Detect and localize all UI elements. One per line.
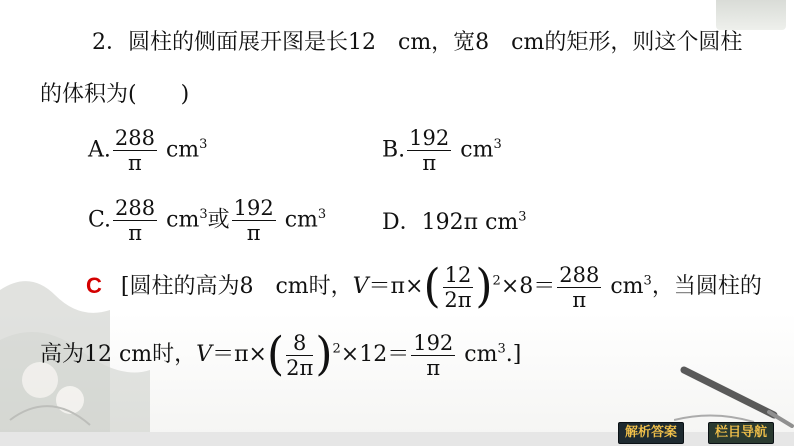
answer-p1-volume-symbol: V bbox=[352, 274, 369, 299]
answer-p1-exponent: 3 bbox=[643, 273, 652, 289]
answer-p1-text-b: ＝π× bbox=[368, 274, 424, 299]
option-c-exponent-1: 3 bbox=[199, 207, 208, 223]
option-c-fraction-2 bbox=[232, 196, 276, 245]
answer-p2-inner-denominator: 2π bbox=[286, 355, 314, 380]
option-a-fraction bbox=[113, 126, 157, 175]
option-c-fraction-1 bbox=[113, 196, 157, 245]
option-b[interactable] bbox=[382, 126, 502, 175]
answer-p2-result-fraction bbox=[411, 331, 455, 380]
right-paren: ) bbox=[315, 327, 333, 382]
option-a-exponent: 3 bbox=[199, 137, 208, 153]
answer-p2-text-b: ＝π× bbox=[212, 342, 267, 367]
option-d-exponent: 3 bbox=[518, 209, 527, 225]
option-c[interactable] bbox=[88, 196, 326, 245]
option-c-or: 或 bbox=[207, 207, 230, 233]
answer-p1-text-a: [圆柱的高为8 cm时， bbox=[120, 274, 353, 299]
answer-line-2 bbox=[40, 327, 522, 382]
option-b-numerator: 192 bbox=[409, 126, 450, 150]
answer-p2-text-c: ×12＝ bbox=[340, 342, 410, 367]
question-line-2: 的体积为( ) bbox=[40, 82, 190, 107]
answer-p2-result-denominator: π bbox=[426, 355, 441, 380]
option-c-label: C. bbox=[88, 207, 112, 233]
option-a-numerator: 288 bbox=[114, 126, 155, 150]
option-a-denominator: π bbox=[128, 151, 142, 175]
section-navigation-button[interactable]: 栏目导航 bbox=[708, 422, 774, 444]
answer-p2-volume-symbol: V bbox=[196, 342, 213, 367]
answer-p1-text-e: ，当圆柱的 bbox=[651, 274, 762, 299]
answer-letter: C bbox=[86, 273, 102, 298]
option-b-fraction bbox=[407, 126, 451, 175]
answer-p1-result-fraction bbox=[557, 263, 601, 312]
answer-p1-text-c: ×8＝ bbox=[500, 274, 556, 299]
question-line-1: 2．圆柱的侧面展开图是长12 cm，宽8 cm的矩形，则这个圆柱 bbox=[92, 30, 743, 55]
option-c-denominator-2: π bbox=[246, 221, 261, 245]
answer-p2-inner-fraction bbox=[286, 331, 313, 380]
answer-p2-square: 2 bbox=[332, 341, 341, 357]
option-a-unit: cm bbox=[165, 137, 200, 163]
option-c-numerator-2: 192 bbox=[233, 196, 274, 220]
answer-line-1 bbox=[86, 259, 762, 314]
option-a-label: A. bbox=[88, 137, 111, 163]
answer-p1-inner-denominator: 2π bbox=[444, 287, 472, 312]
brush-pen-decoration bbox=[674, 360, 794, 430]
option-c-unit-2: cm bbox=[284, 207, 318, 233]
answer-p1-square: 2 bbox=[492, 273, 501, 289]
option-b-exponent: 3 bbox=[493, 137, 502, 153]
option-d[interactable] bbox=[382, 208, 527, 238]
answer-analysis-button[interactable]: 解析答案 bbox=[618, 422, 684, 444]
answer-p1-inner-numerator: 12 bbox=[444, 262, 472, 287]
option-a[interactable] bbox=[88, 126, 207, 175]
left-paren: ( bbox=[266, 327, 285, 382]
answer-p1-result-denominator: π bbox=[572, 287, 587, 312]
option-c-exponent-2: 3 bbox=[317, 207, 327, 223]
left-paren: ( bbox=[423, 259, 441, 314]
option-d-text: 192π cm bbox=[421, 210, 519, 235]
answer-p2-text-e: .] bbox=[505, 342, 522, 367]
corner-decoration bbox=[716, 0, 786, 30]
right-paren: ) bbox=[475, 259, 493, 314]
answer-p2-unit: cm bbox=[464, 342, 498, 367]
option-b-label: B. bbox=[382, 137, 406, 163]
answer-p2-result-numerator: 192 bbox=[413, 330, 454, 355]
option-c-numerator-1: 288 bbox=[115, 196, 156, 220]
option-b-denominator: π bbox=[422, 151, 437, 175]
answer-p1-unit: cm bbox=[610, 274, 644, 299]
option-c-denominator-1: π bbox=[128, 221, 142, 245]
option-d-label: D． bbox=[382, 210, 422, 235]
option-c-unit-1: cm bbox=[166, 207, 200, 233]
answer-p2-inner-numerator: 8 bbox=[286, 331, 313, 356]
option-b-unit: cm bbox=[460, 137, 494, 163]
answer-p2-text-a: 高为12 cm时， bbox=[40, 342, 197, 367]
answer-p1-result-numerator: 288 bbox=[559, 262, 600, 287]
answer-p2-exponent: 3 bbox=[497, 341, 506, 357]
answer-p1-inner-fraction bbox=[443, 263, 474, 312]
